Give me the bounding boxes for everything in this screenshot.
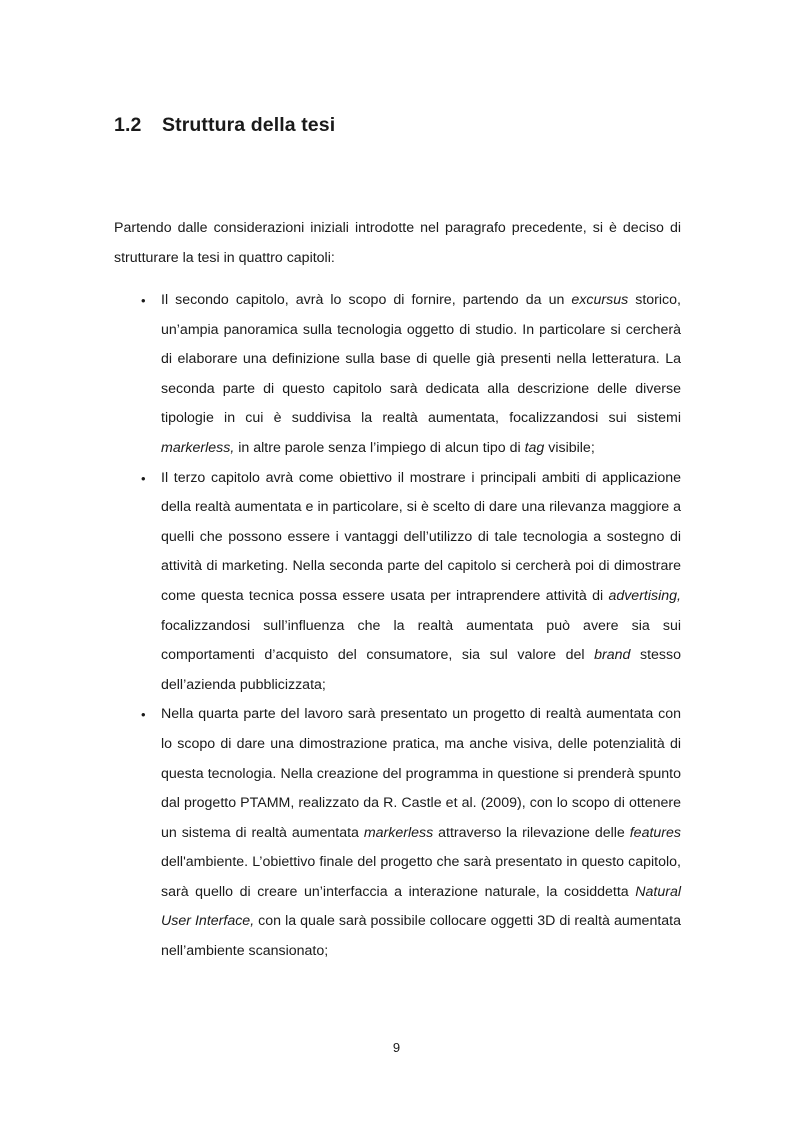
bullet-italic-text: tag — [524, 439, 545, 456]
bullet-italic-text: markerless — [363, 824, 434, 841]
bullet-text: visibile; — [544, 439, 595, 456]
bullet-icon: • — [141, 470, 146, 486]
bullet-text: in altre parole senza l’impiego di alcun tipo di — [234, 439, 525, 456]
bullet-text: Il terzo capitolo avrà come obiettivo il mostrare i principali ambiti di applicazione della realtà aumentata e in particolare, si è scelto di dare una rilevanza maggiore a quelli che possono essere i vantaggi dell’utilizzo di tale tecnologia a sostegno di attività di marketing. Nella seconda parte del capitolo si cercherà poi di dimostrare come questa tecnica possa essere usata per intraprendere attività di — [161, 469, 681, 604]
bullet-text: storico, un’ampia panoramica sulla tecnologia oggetto di studio. In particolare si cercherà di elaborare una definizione sulla base di quelle già presenti nella letteratura. La seconda parte di questo capitolo sarà dedicata alla descrizione delle diverse tipologie in cui è suddivisa la realtà aumentata, focalizzandosi sui sistemi — [161, 292, 681, 427]
bullet-italic-text: brand — [594, 647, 631, 664]
bullet-italic-text: Natural User Interface, — [161, 883, 681, 930]
bullet-italic-text: excursus — [571, 292, 629, 308]
bullet-italic-text: features — [629, 824, 681, 841]
bullet-text: stesso dell’azienda pubblicizzata; — [161, 647, 681, 693]
bullet-italic-text: markerless, — [161, 439, 235, 456]
intro-paragraph: Partendo dalle considerazioni iniziali introdotte nel paragrafo precedente, si è deciso di strutturare la tesi in quattro capitoli: — [114, 220, 681, 266]
bullet-italic-text: advertising, — [608, 587, 681, 604]
section-heading — [114, 114, 335, 137]
bullet-text: Nella quarta parte del lavoro sarà presentato un progetto di realtà aumentata con lo scopo di dare una dimostrazione pratica, ma anche visiva, delle potenzialità di questa tecnologia. Nella creazione del programma in questione si prenderà spunto dal progetto PTAMM, realizzato da R. Castle et al. (2009), con lo scopo di ottenere un sistema di realtà aumentata — [161, 706, 681, 841]
bullet-text: con la quale sarà possibile collocare oggetti 3D di realtà aumentata nell’ambiente scansionato; — [161, 913, 681, 960]
section-title: Struttura della tesi — [162, 114, 336, 136]
page-number: 9 — [392, 1040, 401, 1055]
bullet-text: dell'ambiente. L’obiettivo finale del progetto che sarà presentato in questo capitolo, sarà quello di creare un’interfaccia a interazione naturale, la cosiddetta — [161, 854, 681, 900]
bullet-text: focalizzandosi sull’influenza che la realtà aumentata può avere sia sui comportamenti d’acquisto del consumatore, sia sul valore del — [161, 617, 681, 664]
bullet-text: Il secondo capitolo, avrà lo scopo di fornire, partendo da un — [161, 292, 572, 308]
bullet-list — [141, 286, 681, 967]
bullet-icon: • — [141, 707, 146, 723]
bullet-item-chapter-4 — [141, 700, 681, 966]
bullet-text: attraverso la rilevazione delle — [433, 824, 630, 841]
bullet-item-chapter-2 — [141, 286, 681, 464]
bullet-item-chapter-3 — [141, 464, 681, 701]
section-number: 1.2 — [114, 114, 142, 136]
bullet-icon: • — [141, 293, 146, 308]
